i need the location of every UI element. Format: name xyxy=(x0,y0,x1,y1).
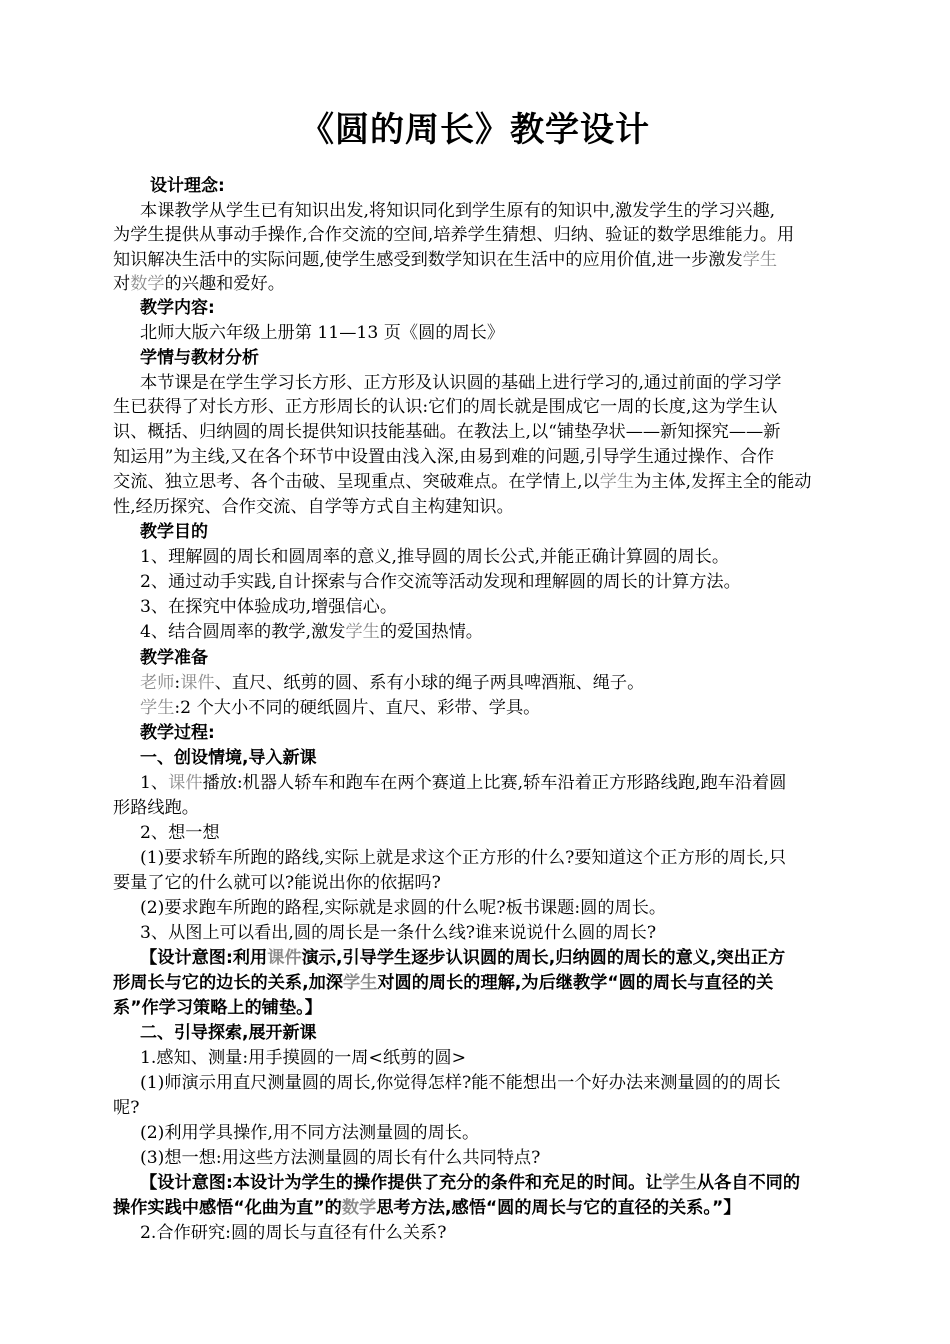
highlight-term: 学生 xyxy=(742,250,778,270)
text-segment: 4、结合圆周率的教学,激发 xyxy=(140,622,346,642)
paragraph-line: 本课教学从学生已有知识出发,将知识同化到学生原有的知识中,激发学生的学习兴趣, xyxy=(140,201,776,221)
text-segment: 知识解决生活中的实际问题,使学生感受到数学知识在生活中的应用价值,进一步激发 xyxy=(113,250,743,270)
design-intent-line xyxy=(140,1171,800,1195)
text-segment: 播放:机器人轿车和跑车在两个赛道上比赛,轿车沿着正方形路线跑,跑车沿着圆 xyxy=(202,773,787,793)
highlight-term: 课件 xyxy=(180,673,215,693)
text-segment: 思考方法,感悟“圆的周长与它的直径的关系。”】 xyxy=(376,1198,741,1218)
paragraph-line xyxy=(113,272,285,296)
prep-teacher-line xyxy=(140,671,644,695)
text-segment: 【设计意图:本设计为学生的操作提供了充分的条件和充足的时间。让 xyxy=(140,1173,663,1193)
paragraph-line: 知运用”为主线,又在各个环节中设置由浅入深,由易到难的问题,引导学生通过操作、合作 xyxy=(113,447,775,467)
highlight-term: 数学 xyxy=(130,274,165,294)
paragraph-line xyxy=(113,470,811,494)
section-heading-1: 一、创设情境,导入新课 xyxy=(140,748,317,768)
design-intent-line: 系”作学习策略上的铺垫。】 xyxy=(113,998,322,1018)
paragraph-line: 2.合作研究:圆的周长与直径有什么关系? xyxy=(140,1223,447,1243)
text-segment: 为主体,发挥主全的能动 xyxy=(634,472,812,492)
highlight-term: 学生 xyxy=(662,1173,697,1193)
text-segment: 、直尺、纸剪的圆、系有小球的绳子两具啤酒瓶、绳子。 xyxy=(214,673,645,693)
paragraph-line xyxy=(113,248,777,272)
design-intent-line xyxy=(113,971,773,995)
paragraph-line: 要量了它的什么就可以?能说出你的依据吗? xyxy=(113,873,441,893)
text-segment: 1、 xyxy=(140,773,169,793)
paragraph-line: (1)师演示用直尺测量圆的周长,你觉得怎样?能不能想出一个好办法来测量圆的的周长 xyxy=(140,1073,781,1093)
highlight-term: 学生 xyxy=(345,622,380,642)
paragraph-line: (3)想一想:用这些方法测量圆的周长有什么共同特点? xyxy=(140,1148,541,1168)
goal-item xyxy=(140,620,483,644)
paragraph-line: 识、概括、归纳圆的周长提供知识技能基础。在教法上,以“铺垫孕状——新知探究——新 xyxy=(113,422,781,442)
paragraph-line: 为学生提供从事动手操作,合作交流的空间,培养学生猜想、归纳、验证的数学思维能力。用 xyxy=(113,225,795,245)
goal-item: 1、理解圆的周长和圆周率的意义,推导圆的周长公式,并能正确计算圆的周长。 xyxy=(140,547,730,567)
text-segment: 【设计意图:利用 xyxy=(140,948,268,968)
paragraph-line: 生已获得了对长方形、正方形周长的认识:它们的周长就是围成它一周的长度,这为学生认 xyxy=(113,397,778,417)
paragraph-line: (2)要求跑车所跑的路程,实际就是求圆的什么呢?板书课题:圆的周长。 xyxy=(140,898,667,918)
goal-item: 2、通过动手实践,自计探索与合作交流等活动发现和理解圆的周长的计算方法。 xyxy=(140,572,741,592)
text-segment: : xyxy=(174,673,181,693)
paragraph-line: 2、想一想 xyxy=(140,823,220,843)
heading-preparation: 教学准备 xyxy=(140,648,208,668)
highlight-term: 学生 xyxy=(140,698,175,718)
text-segment: 的兴趣和爱好。 xyxy=(164,274,285,294)
text-segment: 对圆的周长的理解,为后继教学“圆的周长与直径的关 xyxy=(377,973,774,993)
heading-analysis: 学情与教材分析 xyxy=(140,348,259,368)
document-title: 《圆的周长》教学设计 xyxy=(300,110,650,150)
paragraph-line: 1.感知、测量:用手摸圆的一周<纸剪的圆> xyxy=(140,1048,466,1068)
paragraph-line: 性,经历探究、合作交流、自学等方式自主构建知识。 xyxy=(113,497,514,517)
heading-process: 教学过程: xyxy=(140,723,215,743)
heading-teaching-content: 教学内容: xyxy=(140,298,215,318)
paragraph-line: 3、从图上可以看出,圆的周长是一条什么线?谁来说说什么圆的周长? xyxy=(140,923,657,943)
design-intent-line xyxy=(140,946,785,970)
design-intent-line xyxy=(113,1196,741,1220)
text-segment: 的爱国热情。 xyxy=(379,622,483,642)
highlight-term: 学生 xyxy=(599,472,635,492)
paragraph-line: 呢? xyxy=(113,1098,140,1118)
highlight-term: 课件 xyxy=(267,948,302,968)
highlight-term: 数学 xyxy=(341,1198,377,1218)
paragraph-line: (2)利用学具操作,用不同方法测量圆的周长。 xyxy=(140,1123,480,1143)
goal-item: 3、在探究中体验成功,增强信心。 xyxy=(140,597,398,617)
content-line: 北师大版六年级上册第 11—13 页《圆的周长》 xyxy=(140,323,505,343)
heading-teaching-goals: 教学目的 xyxy=(140,522,208,542)
text-segment: 演示,引导学生逐步认识圆的周长,归纳圆的周长的意义,突出正方 xyxy=(301,948,786,968)
paragraph-line xyxy=(140,771,786,795)
section-heading-2: 二、引导探索,展开新课 xyxy=(140,1023,317,1043)
text-segment: 交流、独立思考、各个击破、呈现重点、突破难点。在学情上,以 xyxy=(113,472,600,492)
highlight-term: 老师 xyxy=(140,673,175,693)
paragraph-line: (1)要求轿车所跑的路线,实际上就是求这个正方形的什么?要知道这个正方形的周长,只 xyxy=(140,848,787,868)
paragraph-line: 本节课是在学生学习长方形、正方形及认识圆的基础上进行学习的,通过前面的学习学 xyxy=(140,373,782,393)
text-segment: 形周长与它的边长的关系,加深 xyxy=(113,973,343,993)
heading-design-concept: 设计理念: xyxy=(150,176,225,196)
text-segment: 对 xyxy=(113,274,131,294)
text-segment: :2 个大小不同的硬纸圆片、直尺、彩带、学具。 xyxy=(174,698,541,718)
prep-student-line xyxy=(140,696,540,720)
text-segment: 从各自不同的 xyxy=(696,1173,801,1193)
paragraph-line: 形路线跑。 xyxy=(113,798,199,818)
highlight-term: 课件 xyxy=(168,773,203,793)
text-segment: 操作实践中感悟“化曲为直”的 xyxy=(113,1198,342,1218)
highlight-term: 学生 xyxy=(342,973,378,993)
